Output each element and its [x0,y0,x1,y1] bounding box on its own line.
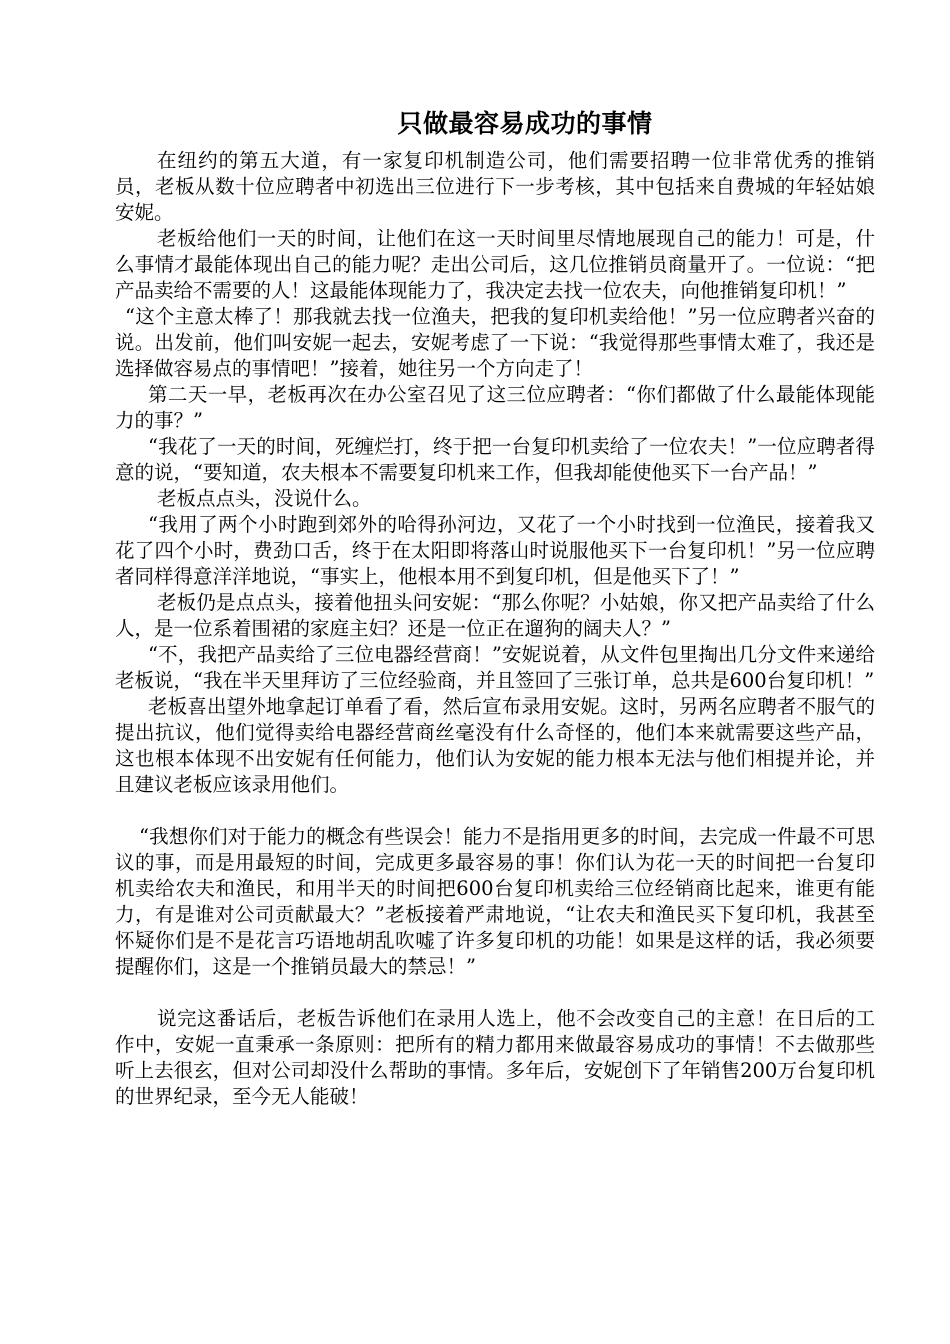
paragraph-12: 说完这番话后，老板告诉他们在录用人选上，他不会改变自己的主意！在日后的工作中，安妮一直秉承一条原则：把所有的精力都用来做最容易成功的事情！不去做那些听上去很玄，但对公司却没什么帮助的事情。多年后，安妮创下了年销售200万台复印机的世界纪录，至今无人能破！ [115,1007,875,1108]
paragraph-2: 老板给他们一天的时间，让他们在这一天时间里尽情地展现自己的能力！可是，什么事情才最能体现出自己的能力呢？走出公司后，这几位推销员商量开了。一位说：“把产品卖给不需要的人！这最能体现能力了，我决定去找一位农夫，向他推销复印机！” [115,227,875,302]
paragraph-5: “我花了一天的时间，死缠烂打，终于把一台复印机卖给了一位农夫！”一位应聘者得意的说，“要知道，农夫根本不需要复印机来工作，但我却能使他买下一台产品！” [115,435,875,484]
document-title: 只做最容易成功的事情 [397,109,653,138]
paragraph-9: “不，我把产品卖给了三位电器经营商！”安妮说着，从文件包里掏出几分文件来递给老板说，“我在半天里拜访了三位经验商，并且签回了三张订单，总共是600台复印机！” [115,643,875,692]
paragraph-3: “这个主意太棒了！那我就去找一位渔夫，把我的复印机卖给他！”另一位应聘者兴奋的说。出发前，他们叫安妮一起去，安妮考虑了一下说：“我觉得那些事情太难了，我还是选择做容易点的事情吧！”接着，她往另一个方向走了！ [115,305,875,380]
document-body [115,148,875,1110]
paragraph-8: 老板仍是点点头，接着他扭头问安妮：“那么你呢？小姑娘，你又把产品卖给了什么人，是一位系着围裙的家庭主妇？还是一位正在遛狗的阔夫人？” [115,591,875,640]
paragraph-4: 第二天一早，老板再次在办公室召见了这三位应聘者：“你们都做了什么最能体现能力的事？” [115,383,875,432]
paragraph-7: “我用了两个小时跑到郊外的哈得孙河边，又花了一个小时找到一位渔民，接着我又花了四个小时，费劲口舌，终于在太阳即将落山时说服他买下一台复印机！”另一位应聘者同样得意洋洋地说，“事实上，他根本用不到复印机，但是他买下了！” [115,513,875,588]
paragraph-1: 在纽约的第五大道，有一家复印机制造公司，他们需要招聘一位非常优秀的推销员，老板从数十位应聘者中初选出三位进行下一步考核，其中包括来自费城的年轻姑娘安妮。 [115,149,875,224]
paragraph-6: 老板点点头，没说什么。 [157,487,372,510]
paragraph-10: 老板喜出望外地拿起订单看了看，然后宣布录用安妮。这时，另两名应聘者不服气的提出抗议，他们觉得卖给电器经营商丝毫没有什么奇怪的，他们本来就需要这些产品，这也根本体现不出安妮有任何能力，他们认为安妮的能力根本无法与他们相提并论，并且建议老板应该录用他们。 [115,695,875,796]
paragraph-11: “我想你们对于能力的概念有些误会！能力不是指用更多的时间，去完成一件最不可思议的事，而是用最短的时间，完成更多最容易的事！你们认为花一天的时间把一台复印机卖给农夫和渔民，和用半天的时间把600台复印机卖给三位经销商比起来，谁更有能力，有是谁对公司贡献最大？”老板接着严肃地说，“让农夫和渔民买下复印机，我甚至怀疑你们是不是花言巧语地胡乱吹嘘了许多复印机的功能！如果是这样的话，我必须要提醒你们，这是一个推销员最大的禁忌！” [115,825,875,978]
